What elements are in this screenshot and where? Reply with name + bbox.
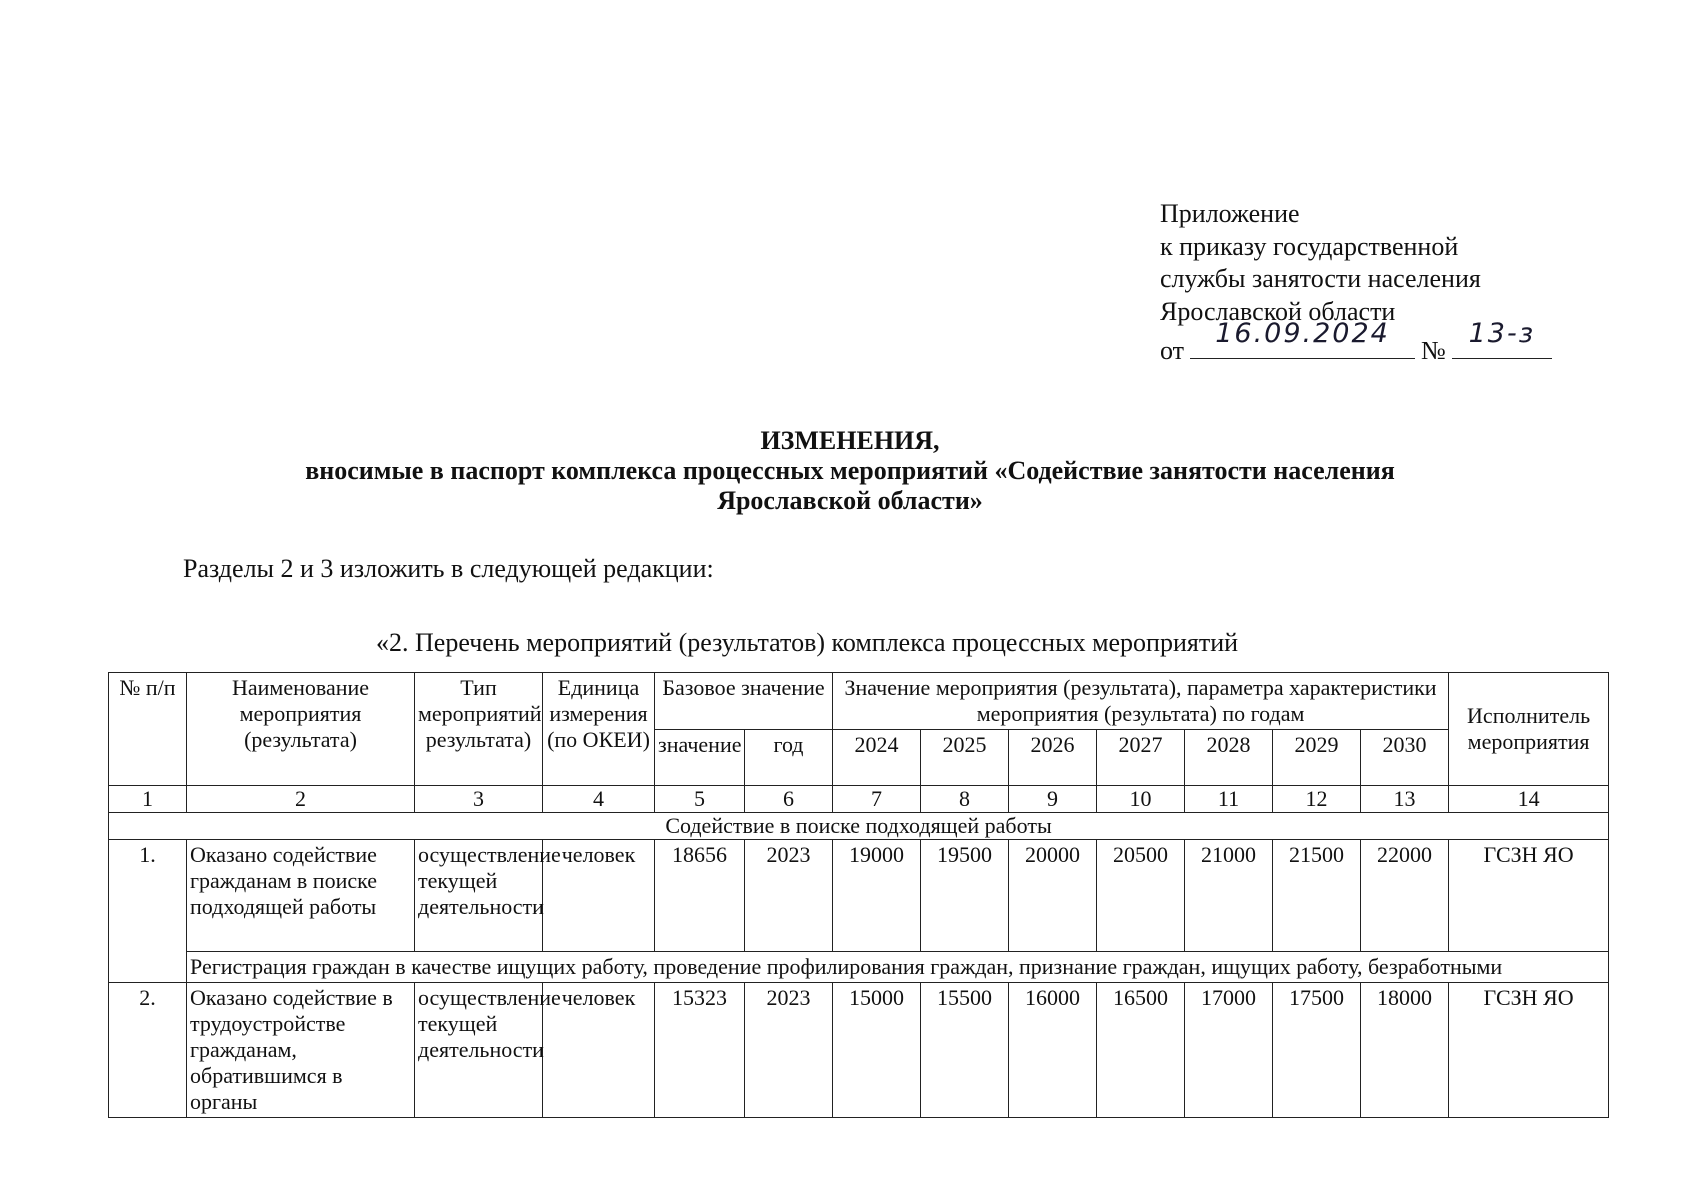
row-name: Оказано содействие в трудоустройстве гражданам, обратившимся в органы: [187, 983, 415, 1118]
table-row: [109, 983, 1609, 1118]
lead-text: Разделы 2 и 3 изложить в следующей редакции:: [183, 554, 714, 583]
column-number: 4: [543, 786, 655, 813]
column-number: 3: [415, 786, 543, 813]
row-base-value: 18656: [655, 840, 745, 952]
row-base-year: 2023: [745, 840, 833, 952]
header-base-year: год: [745, 730, 833, 786]
row-unit: человек: [543, 983, 655, 1118]
row-value: 20000: [1009, 840, 1097, 952]
row-executor: ГСЗН ЯО: [1449, 983, 1609, 1118]
column-number: 5: [655, 786, 745, 813]
appendix-line: Приложение: [1160, 199, 1300, 228]
column-number: 13: [1361, 786, 1449, 813]
section-row: [109, 813, 1609, 840]
header-executor: Исполнитель мероприятия: [1449, 673, 1609, 786]
column-number: 11: [1185, 786, 1273, 813]
table-caption: «2. Перечень мероприятий (результатов) комплекса процессных мероприятий: [376, 628, 1239, 657]
header-year: 2025: [921, 730, 1009, 786]
header-year: 2026: [1009, 730, 1097, 786]
row-name: Оказано содействие гражданам в поиске подходящей работы: [187, 840, 415, 952]
header-year: 2024: [833, 730, 921, 786]
header-values-by-year: Значение мероприятия (результата), параметра характеристики мероприятия (результата) по годам: [833, 673, 1449, 730]
column-number: 2: [187, 786, 415, 813]
number-prefix: №: [1421, 336, 1446, 365]
row-value: 16000: [1009, 983, 1097, 1118]
appendix-block: [1160, 198, 1552, 368]
header-year: 2028: [1185, 730, 1273, 786]
column-number: 14: [1449, 786, 1609, 813]
row-value: 18000: [1361, 983, 1449, 1118]
appendix-line: Ярославской области: [1160, 296, 1396, 326]
row-value: 17000: [1185, 983, 1273, 1118]
header-base: Базовое значение: [655, 673, 833, 730]
section-title: Содействие в поиске подходящей работы: [109, 813, 1609, 840]
header-num: № п/п: [109, 673, 187, 786]
row-num: 2.: [109, 983, 187, 1118]
column-number: 9: [1009, 786, 1097, 813]
header-year: 2027: [1097, 730, 1185, 786]
appendix-line: к приказу государственной: [1160, 231, 1459, 261]
row-note: Регистрация граждан в качестве ищущих работу, проведение профилирования граждан, признание граждан, ищущих работу, безработными: [187, 952, 1609, 983]
title-line-3: Ярославской области»: [717, 486, 983, 515]
table-header-row: [109, 673, 1609, 730]
measures-table: [108, 672, 1609, 1118]
row-value: 19000: [833, 840, 921, 952]
row-type: осуществление текущей деятельности: [415, 983, 543, 1118]
handwritten-date: 16.09.2024: [1215, 318, 1390, 349]
column-number: 8: [921, 786, 1009, 813]
number-field: [1452, 318, 1552, 359]
row-value: 21000: [1185, 840, 1273, 952]
row-value: 19500: [921, 840, 1009, 952]
column-number: 12: [1273, 786, 1361, 813]
row-value: 16500: [1097, 983, 1185, 1118]
row-unit: человек: [543, 840, 655, 952]
row-value: 22000: [1361, 840, 1449, 952]
row-base-value: 15323: [655, 983, 745, 1118]
document-title: [230, 426, 1470, 516]
row-note-row: [109, 952, 1609, 983]
row-value: 15500: [921, 983, 1009, 1118]
row-value: 21500: [1273, 840, 1361, 952]
column-number-row: [109, 786, 1609, 813]
column-number: 6: [745, 786, 833, 813]
date-field: [1190, 318, 1415, 359]
row-value: 15000: [833, 983, 921, 1118]
row-value: 20500: [1097, 840, 1185, 952]
table-row: [109, 840, 1609, 952]
date-prefix: от: [1160, 336, 1185, 365]
row-num: 1.: [109, 840, 187, 983]
column-number: 1: [109, 786, 187, 813]
title-line-2: вносимые в паспорт комплекса процессных мероприятий «Содействие занятости населения: [305, 456, 1395, 485]
header-base-value: значение: [655, 730, 745, 786]
header-unit: Единица измерения (по ОКЕИ): [543, 673, 655, 786]
row-value: 17500: [1273, 983, 1361, 1118]
column-number: 7: [833, 786, 921, 813]
row-base-year: 2023: [745, 983, 833, 1118]
appendix-line: службы занятости населения: [1160, 264, 1481, 293]
row-type: осуществление текущей деятельности: [415, 840, 543, 952]
header-year: 2029: [1273, 730, 1361, 786]
handwritten-order-number: 13-з: [1468, 318, 1536, 349]
row-executor: ГСЗН ЯО: [1449, 840, 1609, 952]
header-name: Наименование мероприятия (результата): [187, 673, 415, 786]
header-year: 2030: [1361, 730, 1449, 786]
appendix-date-line: [1160, 318, 1552, 368]
title-line-1: ИЗМЕНЕНИЯ,: [760, 426, 940, 455]
column-number: 10: [1097, 786, 1185, 813]
header-type: Тип мероприятий результата): [415, 673, 543, 786]
